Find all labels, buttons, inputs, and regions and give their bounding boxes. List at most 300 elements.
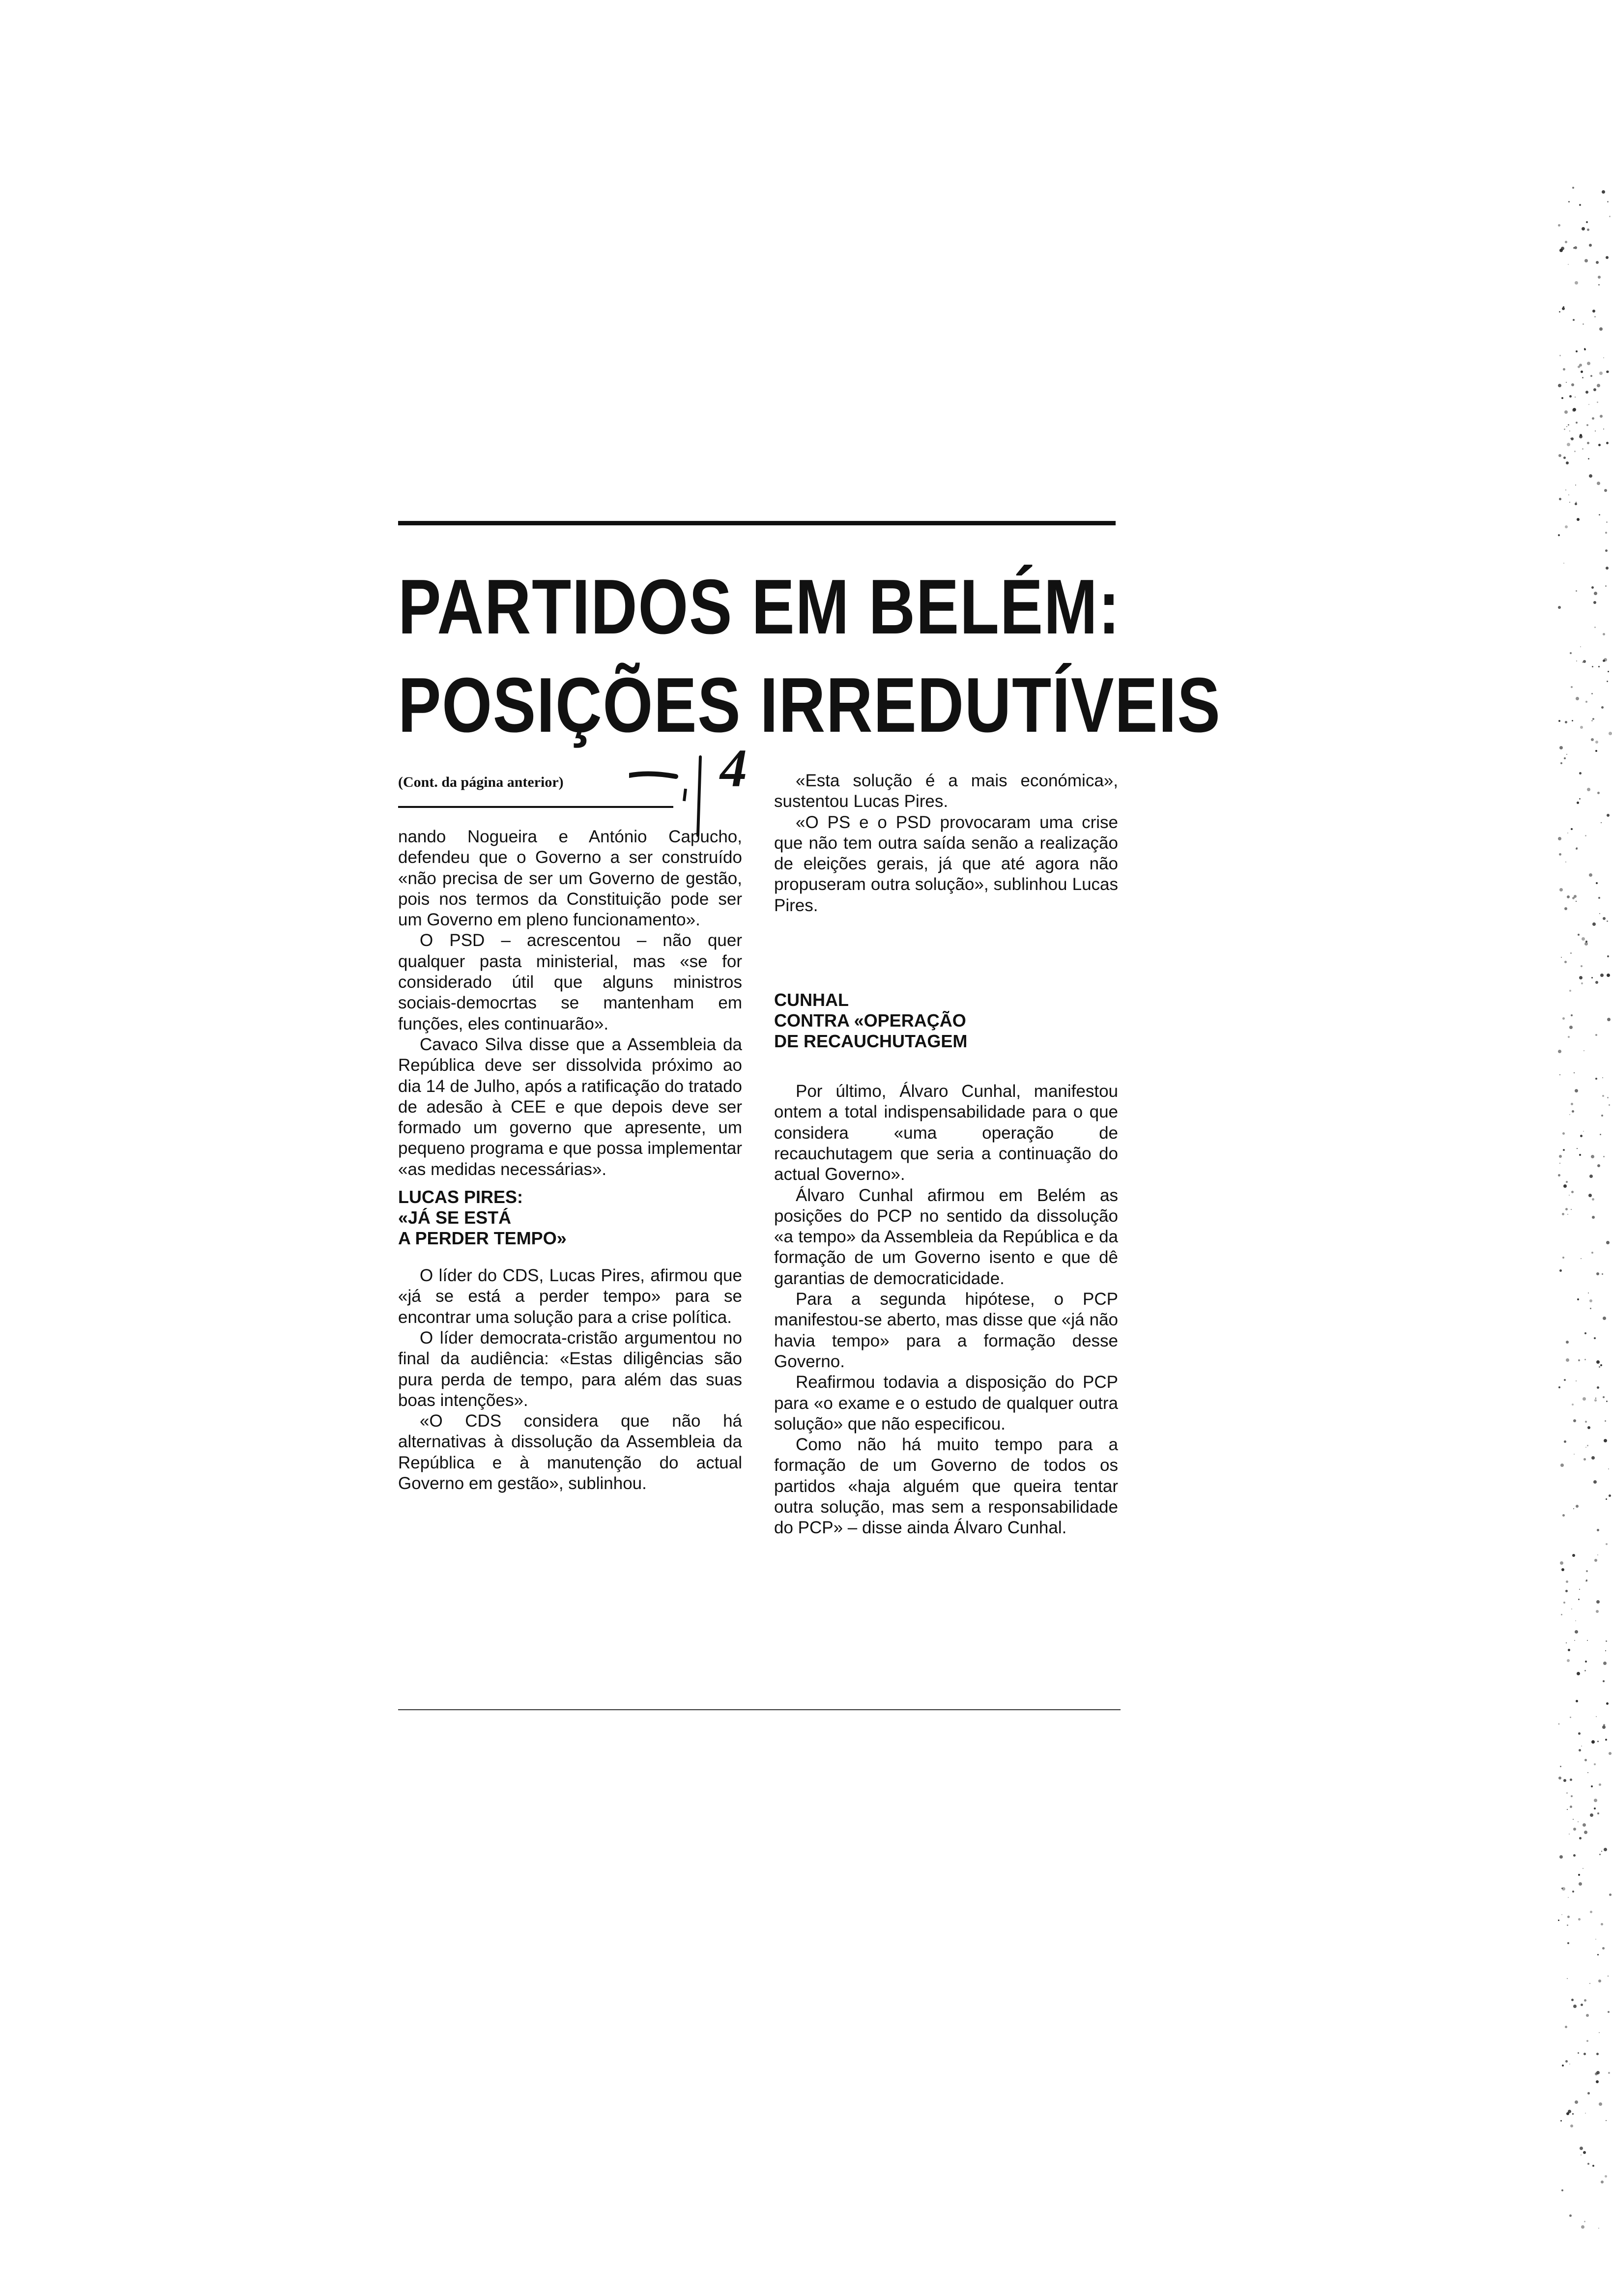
- scan-speck: [1573, 1828, 1576, 1831]
- scan-speck: [1567, 1916, 1570, 1918]
- scan-speck: [1596, 1600, 1600, 1604]
- scan-speck: [1582, 937, 1585, 941]
- scan-speck: [1602, 1077, 1603, 1078]
- scan-speck: [1563, 1184, 1567, 1188]
- scan-speck: [1570, 1806, 1572, 1808]
- scan-speck: [1559, 1855, 1563, 1859]
- scan-speck: [1575, 281, 1578, 285]
- scan-speck: [1572, 187, 1574, 189]
- scan-speck: [1601, 822, 1602, 823]
- scan-speck: [1597, 1529, 1599, 1531]
- scan-speck: [1562, 1017, 1565, 1020]
- scan-speck: [1586, 2040, 1588, 2042]
- scan-speck: [1576, 660, 1577, 661]
- scan-speck: [1596, 882, 1598, 884]
- scan-speck: [1595, 750, 1597, 752]
- scan-speck: [1559, 1074, 1560, 1075]
- scan-speck: [1583, 1823, 1586, 1827]
- scan-speck: [1578, 1918, 1581, 1921]
- scan-speck: [1599, 2102, 1602, 2106]
- scan-speck: [1591, 1785, 1593, 1787]
- scan-speck: [1570, 1779, 1572, 1781]
- scan-speck: [1579, 798, 1581, 800]
- scan-speck: [1603, 357, 1604, 358]
- scan-speck: [1581, 982, 1583, 984]
- scan-speck: [1581, 2225, 1584, 2229]
- subhead-lucas-pires: [398, 1187, 742, 1249]
- scan-speck: [1588, 1194, 1592, 1197]
- scan-speck: [1558, 384, 1561, 387]
- scan-speck: [1585, 2113, 1586, 2114]
- scan-speck: [1602, 190, 1605, 194]
- scan-speck: [1585, 391, 1588, 394]
- scan-speck: [1558, 837, 1561, 840]
- scan-speck: [1577, 518, 1580, 521]
- scan-speck: [1572, 2113, 1574, 2115]
- scan-speck: [1605, 549, 1608, 552]
- right-para-3: Por último, Álvaro Cunhal, manifestou ontem a total indispensabilidade para o que considera «uma operação de recauchutagem que seria a continuação do actual Governo».: [774, 1082, 1118, 1184]
- scan-speck: [1595, 1078, 1597, 1080]
- left-column: [398, 827, 742, 1494]
- scan-speck: [1595, 1034, 1597, 1036]
- scan-speck: [1599, 1854, 1601, 1855]
- scan-speck: [1575, 1620, 1576, 1621]
- scan-speck: [1561, 957, 1562, 958]
- scan-speck: [1559, 1163, 1560, 1164]
- scan-speck: [1560, 1464, 1564, 1467]
- scan-speck: [1607, 920, 1608, 922]
- scan-speck: [1599, 327, 1603, 331]
- scan-speck: [1579, 1882, 1582, 1886]
- scan-speck: [1596, 261, 1599, 264]
- scan-speck: [1586, 221, 1588, 223]
- scan-speck: [1560, 2120, 1562, 2122]
- scan-speck: [1588, 458, 1589, 459]
- scan-speck: [1562, 1132, 1565, 1135]
- scan-speck: [1589, 244, 1592, 247]
- scan-speck: [1568, 494, 1569, 495]
- scan-speck: [1576, 697, 1579, 700]
- scan-speck: [1591, 720, 1593, 721]
- scan-speck: [1563, 563, 1564, 564]
- scan-speck: [1594, 1808, 1596, 1809]
- scan-speck: [1558, 1723, 1559, 1724]
- scan-speck: [1605, 585, 1607, 587]
- left-para-1: nando Nogueira e António Capucho, defendeu que o Governo a ser construído «não precisa de ser um Governo de gestão, pois nos termos da Constituição pode ser um Governo em pleno funcionamento».: [398, 827, 742, 930]
- scan-speck: [1584, 348, 1585, 349]
- scan-speck: [1570, 652, 1572, 654]
- scan-speck: [1585, 835, 1586, 836]
- scan-speck: [1608, 2011, 1610, 2013]
- scan-speck: [1596, 2080, 1599, 2083]
- scan-speck: [1599, 1783, 1601, 1786]
- scan-speck: [1566, 1341, 1569, 1344]
- scan-speck: [1585, 1661, 1587, 1663]
- scan-speck: [1571, 1999, 1574, 2001]
- subhead-cunhal: [774, 990, 1118, 1052]
- scan-speck: [1558, 224, 1560, 227]
- scan-speck: [1587, 1640, 1588, 1641]
- scan-speck: [1589, 1983, 1590, 1984]
- scan-speck: [1561, 397, 1563, 399]
- scan-speck: [1567, 1942, 1569, 1944]
- handwritten-number: 4: [720, 738, 747, 798]
- scan-speck: [1569, 1195, 1570, 1196]
- scan-speck: [1571, 1608, 1572, 1609]
- scan-speck: [1579, 204, 1581, 206]
- scan-speck: [1603, 1680, 1605, 1682]
- scan-speck: [1569, 990, 1571, 992]
- scan-speck: [1572, 1404, 1574, 1406]
- scan-speck: [1601, 1923, 1603, 1925]
- scan-speck: [1606, 1498, 1607, 1500]
- scan-speck: [1569, 1026, 1573, 1029]
- subhead-line: LUCAS PIRES:: [398, 1187, 523, 1207]
- scan-speck: [1591, 1740, 1595, 1744]
- scan-speck: [1558, 720, 1560, 722]
- scan-speck: [1594, 627, 1596, 628]
- scan-speck: [1599, 913, 1600, 914]
- scan-speck: [1566, 461, 1569, 464]
- scan-speck: [1558, 1920, 1559, 1921]
- scan-speck: [1585, 1421, 1587, 1423]
- right-para-7: Como não há muito tempo para a formação de um Governo de todos os partidos «haja alguém que queira tentar outra solução, mas sem a responsabilidade do PCP» – disse ainda Álvaro Cunhal.: [774, 1435, 1118, 1538]
- scan-speck: [1562, 1213, 1564, 1215]
- scan-speck: [1571, 1103, 1573, 1105]
- end-rule: [398, 1709, 1121, 1710]
- scan-speck: [1589, 474, 1592, 478]
- scan-speck: [1596, 1272, 1599, 1275]
- scan-speck: [1584, 1332, 1586, 1334]
- scan-speck: [1571, 828, 1573, 830]
- scan-speck: [1595, 741, 1598, 744]
- scan-speck: [1604, 1439, 1607, 1442]
- scan-speck: [1604, 1848, 1607, 1851]
- scan-speck: [1597, 1164, 1600, 1167]
- scan-speck: [1571, 1209, 1572, 1210]
- scan-speck: [1587, 788, 1590, 791]
- scan-speck: [1563, 1602, 1565, 1604]
- scan-speck: [1558, 1386, 1560, 1388]
- scan-speck: [1597, 1386, 1599, 1389]
- scan-speck: [1598, 1980, 1601, 1982]
- scan-speck: [1606, 2120, 1607, 2121]
- scan-speck: [1601, 706, 1604, 709]
- scan-speck: [1591, 586, 1594, 589]
- scan-speck: [1576, 350, 1578, 352]
- scan-speck: [1586, 1570, 1588, 1572]
- scan-speck: [1592, 310, 1595, 313]
- scan-speck: [1568, 1036, 1570, 1038]
- scan-speck: [1582, 661, 1583, 663]
- scan-edge-noise: [1558, 187, 1612, 2251]
- scan-speck: [1580, 1135, 1583, 1137]
- scan-speck: [1597, 1954, 1599, 1955]
- scan-speck: [1599, 1366, 1600, 1368]
- scan-speck: [1571, 1014, 1573, 1016]
- scan-speck: [1568, 1897, 1569, 1898]
- scan-speck: [1559, 1155, 1562, 1158]
- scan-speck: [1600, 415, 1603, 418]
- newspaper-clipping: [398, 521, 1221, 1720]
- scan-speck: [1603, 1156, 1605, 1157]
- scan-speck: [1558, 454, 1561, 457]
- scan-speck: [1583, 1458, 1586, 1461]
- scan-speck: [1564, 757, 1566, 759]
- scan-speck: [1599, 514, 1600, 516]
- scan-speck: [1565, 525, 1568, 528]
- scan-speck: [1597, 1741, 1599, 1742]
- scan-speck: [1578, 1732, 1581, 1735]
- scan-speck: [1560, 1561, 1563, 1565]
- scan-speck: [1606, 256, 1609, 259]
- scan-speck: [1594, 1337, 1596, 1339]
- scan-speck: [1559, 853, 1561, 856]
- scan-speck: [1564, 429, 1565, 430]
- scan-speck: [1605, 1420, 1606, 1422]
- subhead-line: DE RECAUCHUTAGEM: [774, 1031, 968, 1052]
- scan-speck: [1598, 2228, 1599, 2229]
- scan-speck: [1600, 1364, 1602, 1366]
- right-para-4: Álvaro Cunhal afirmou em Belém as posições do PCP no sentido da dissolução «a tempo» da Assembleia da República e da formação de um Governo isento e que dê garantias de democraticidade.: [774, 1185, 1118, 1288]
- scan-speck: [1578, 1874, 1580, 1876]
- scan-speck: [1583, 2151, 1586, 2154]
- scan-speck: [1595, 430, 1596, 431]
- scan-speck: [1592, 2165, 1594, 2167]
- scan-speck: [1597, 482, 1600, 485]
- scan-speck: [1606, 1401, 1608, 1402]
- scan-speck: [1566, 1792, 1568, 1794]
- scan-speck: [1578, 2052, 1579, 2054]
- scan-speck: [1558, 1174, 1560, 1177]
- scan-speck: [1607, 1018, 1611, 1021]
- scan-speck: [1569, 1834, 1570, 1835]
- scan-speck: [1558, 534, 1560, 536]
- scan-speck: [1598, 276, 1601, 279]
- scan-speck: [1573, 319, 1575, 321]
- right-column: [774, 771, 1118, 1539]
- scan-speck: [1609, 1104, 1610, 1106]
- scan-speck: [1575, 2100, 1578, 2104]
- scan-speck: [1601, 1115, 1603, 1117]
- scan-speck: [1590, 1813, 1593, 1817]
- scan-speck: [1597, 402, 1598, 403]
- scan-speck: [1576, 848, 1578, 850]
- scan-speck: [1562, 1514, 1565, 1517]
- scan-speck: [1607, 814, 1610, 817]
- scan-speck: [1587, 1426, 1590, 1429]
- scan-speck: [1606, 1640, 1607, 1642]
- scan-speck: [1573, 1508, 1574, 1509]
- scan-speck: [1581, 2004, 1583, 2006]
- scan-speck: [1559, 746, 1563, 749]
- subhead-line: CUNHAL: [774, 990, 849, 1010]
- scan-speck: [1603, 1662, 1607, 1665]
- scan-speck: [1581, 371, 1583, 373]
- scan-speck: [1572, 1110, 1574, 1113]
- scan-speck: [1594, 1799, 1597, 1802]
- scan-speck: [1573, 408, 1576, 411]
- handwritten-mark: [629, 737, 757, 840]
- scan-speck: [1580, 646, 1581, 647]
- scan-speck: [1602, 1273, 1603, 1275]
- right-para-1: «Esta solução é a mais económica», sustentou Lucas Pires.: [774, 771, 1118, 811]
- scan-speck: [1606, 371, 1609, 373]
- scan-speck: [1607, 681, 1608, 682]
- scan-speck: [1594, 1399, 1597, 1402]
- scan-speck: [1593, 388, 1596, 391]
- scan-speck: [1579, 435, 1583, 438]
- scan-speck: [1579, 772, 1582, 775]
- scan-speck: [1571, 686, 1573, 688]
- scan-speck: [1574, 1640, 1575, 1641]
- scan-speck: [1596, 2053, 1599, 2055]
- scan-speck: [1574, 246, 1577, 249]
- scan-speck: [1566, 754, 1567, 755]
- scan-speck: [1577, 1298, 1579, 1300]
- scan-speck: [1596, 1360, 1600, 1364]
- scan-speck: [1602, 1725, 1606, 1729]
- scan-speck: [1573, 2005, 1577, 2008]
- scan-speck: [1609, 1494, 1611, 1497]
- top-rule: [398, 521, 1116, 525]
- left-para-3: Cavaco Silva disse que a Assembleia da República deve ser dissolvida próximo ao dia 14 de Julho, após a ratificação do tratado de adesão à CEE e que depois deve ser formado um governo que apresente, um pequeno programa e que possa implementar «as medidas necessárias».: [398, 1034, 742, 1179]
- scan-speck: [1591, 1456, 1595, 1460]
- scan-speck: [1561, 1568, 1564, 1571]
- scan-speck: [1605, 1739, 1607, 1741]
- scan-speck: [1575, 397, 1576, 398]
- left-para-6: «O CDS considera que não há alternativas à dissolução da Assembleia da República e à manutenção do actual Governo em gestão», sublinhou.: [398, 1411, 742, 1493]
- scan-speck: [1581, 2154, 1582, 2155]
- scan-speck: [1576, 901, 1577, 902]
- scan-speck: [1602, 1947, 1605, 1950]
- right-para-6: Reafirmou todavia a disposição do PCP para «o exame e o estudo de qualquer outra solução» que não especificou.: [774, 1373, 1118, 1434]
- scan-speck: [1582, 227, 1585, 230]
- scan-speck: [1559, 498, 1561, 500]
- subhead-line: A PERDER TEMPO»: [398, 1228, 567, 1249]
- scan-speck: [1565, 861, 1566, 862]
- subhead-line: CONTRA «OPERAÇÃO: [774, 1010, 966, 1031]
- scan-speck: [1588, 404, 1589, 405]
- scan-speck: [1583, 323, 1584, 325]
- scan-speck: [1584, 2221, 1585, 2222]
- scan-speck: [1560, 762, 1562, 764]
- scan-speck: [1563, 306, 1564, 308]
- scan-speck: [1587, 2092, 1590, 2095]
- scan-speck: [1603, 1396, 1605, 1398]
- scan-speck: [1564, 1440, 1566, 1443]
- scan-speck: [1587, 1445, 1588, 1446]
- scan-speck: [1573, 1854, 1576, 1857]
- scan-speck: [1583, 1397, 1586, 1401]
- scan-speck: [1581, 1746, 1582, 1747]
- subhead-line: «JÁ SE ESTÁ: [398, 1207, 512, 1228]
- scan-speck: [1603, 1724, 1605, 1726]
- scan-speck: [1608, 671, 1609, 672]
- scan-speck: [1578, 1821, 1579, 1822]
- scan-speck: [1601, 1851, 1602, 1852]
- scan-speck: [1604, 489, 1607, 492]
- scan-speck: [1591, 1155, 1594, 1158]
- scan-speck: [1565, 489, 1566, 490]
- scan-speck: [1596, 2071, 1600, 2074]
- scan-speck: [1571, 1795, 1573, 1797]
- scan-speck: [1589, 1299, 1592, 1302]
- scan-speck: [1577, 1672, 1580, 1675]
- scan-speck: [1569, 430, 1570, 431]
- scan-speck: [1566, 2112, 1569, 2115]
- scan-speck: [1603, 633, 1605, 635]
- scan-speck: [1567, 1924, 1568, 1926]
- scan-speck: [1569, 395, 1572, 398]
- scan-speck: [1569, 2064, 1570, 2065]
- scan-speck: [1563, 457, 1566, 459]
- scan-speck: [1594, 592, 1597, 595]
- scan-speck: [1583, 1050, 1584, 1051]
- scan-speck: [1565, 1590, 1568, 1592]
- scan-speck: [1596, 1716, 1597, 1717]
- scan-speck: [1592, 718, 1594, 720]
- scan-speck: [1572, 1891, 1574, 1893]
- scan-speck: [1563, 1149, 1565, 1151]
- headline-line-2: POSIÇÕES IRREDUTÍVEIS: [398, 662, 1221, 748]
- scan-speck: [1586, 424, 1588, 426]
- scan-speck: [1594, 1559, 1597, 1562]
- scan-speck: [1590, 375, 1592, 377]
- scan-speck: [1567, 895, 1570, 898]
- scan-speck: [1585, 701, 1587, 703]
- scan-speck: [1567, 1214, 1568, 1215]
- scan-speck: [1575, 1089, 1578, 1092]
- scan-speck: [1592, 666, 1593, 667]
- scan-speck: [1581, 1258, 1582, 1259]
- scan-speck: [1593, 1480, 1597, 1484]
- scan-speck: [1584, 259, 1588, 262]
- scan-speck: [1592, 417, 1594, 420]
- scan-speck: [1574, 1072, 1575, 1073]
- scan-speck: [1566, 426, 1567, 427]
- scan-speck: [1560, 1766, 1561, 1767]
- scan-speck: [1594, 316, 1596, 317]
- scan-speck: [1586, 1579, 1587, 1581]
- scan-speck: [1575, 485, 1576, 486]
- scan-speck: [1565, 2026, 1567, 2028]
- scan-speck: [1565, 721, 1567, 723]
- scan-speck: [1581, 965, 1583, 967]
- scan-speck: [1576, 422, 1578, 424]
- scan-speck: [1566, 382, 1567, 383]
- scan-speck: [1568, 1649, 1570, 1651]
- scan-speck: [1564, 1379, 1566, 1381]
- scan-speck: [1580, 726, 1583, 729]
- scan-speck: [1606, 1543, 1608, 1545]
- scan-speck: [1572, 720, 1573, 721]
- scan-speck: [1597, 1812, 1599, 1814]
- scan-speck: [1586, 2014, 1589, 2017]
- scan-speck: [1594, 1763, 1596, 1765]
- right-para-2: «O PS e o PSD provocaram uma crise que não tem outra saída senão a realização de eleições gerais, já que até agora não propuseram outra solução», sublinhou Lucas Pires.: [774, 812, 1118, 915]
- scan-speck: [1570, 1717, 1571, 1718]
- scan-speck: [1603, 1317, 1606, 1320]
- scan-speck: [1562, 1257, 1564, 1259]
- scan-speck: [1582, 377, 1583, 378]
- scan-speck: [1606, 1241, 1610, 1244]
- scan-speck: [1575, 503, 1577, 505]
- scan-speck: [1595, 1398, 1596, 1399]
- scan-speck: [1577, 1148, 1578, 1149]
- scan-speck: [1601, 2181, 1604, 2183]
- scan-speck: [1591, 1252, 1593, 1254]
